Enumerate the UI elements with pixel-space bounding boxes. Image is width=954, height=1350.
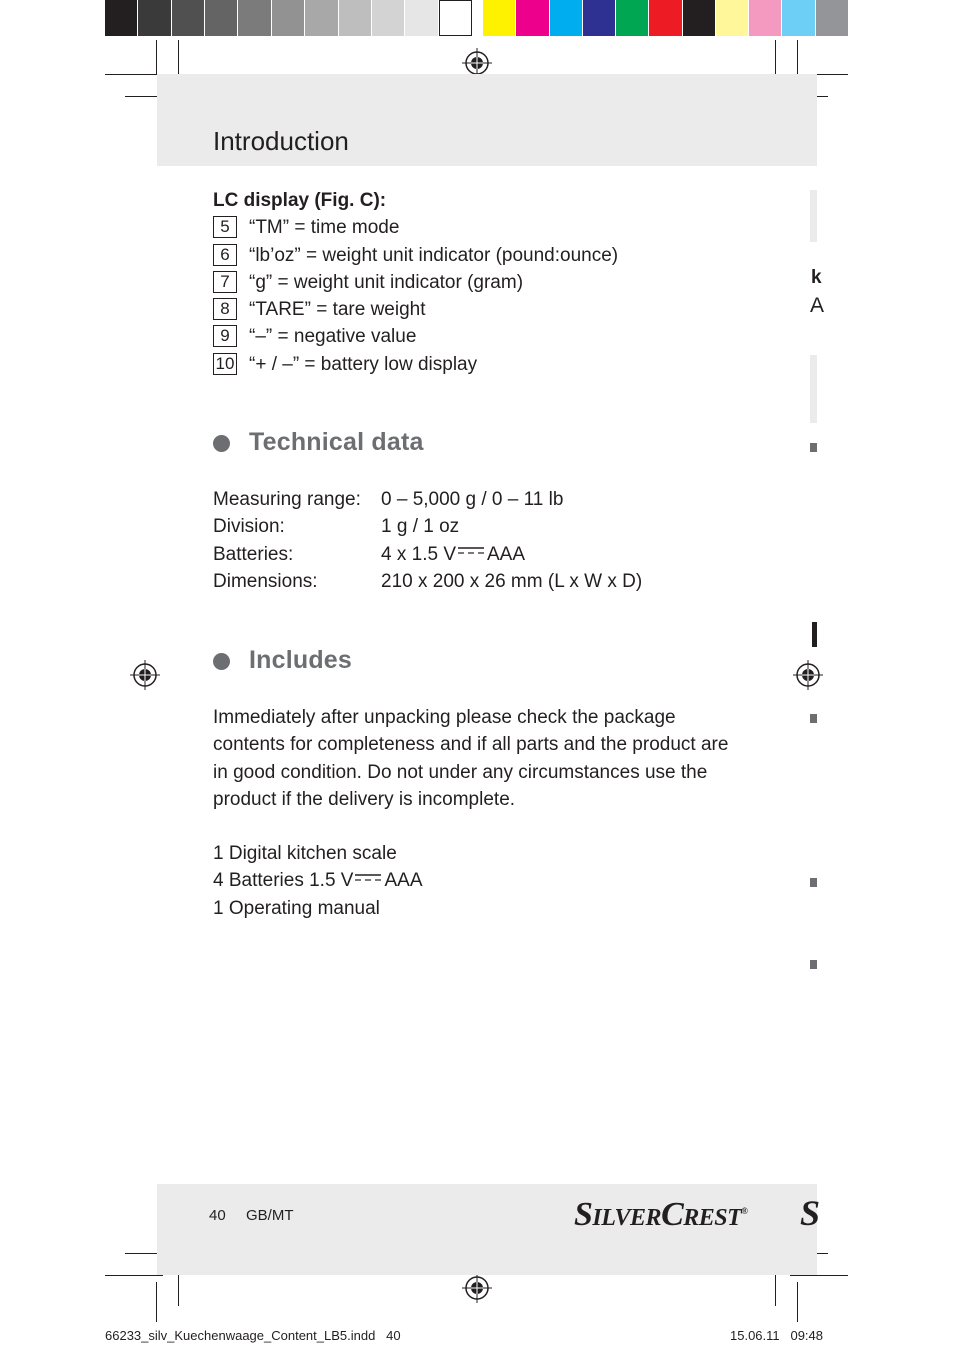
color-swatch [782, 0, 815, 36]
crop-mark [156, 1282, 157, 1322]
right-page-bullet [810, 878, 817, 887]
registration-mark-icon [462, 1273, 492, 1303]
lc-display-item [213, 323, 773, 350]
color-swatch [550, 0, 583, 36]
color-swatch [305, 0, 338, 36]
right-page-fragment [812, 622, 817, 647]
crop-mark [105, 1275, 163, 1276]
legend-number-box: 8 [213, 298, 237, 320]
crop-mark [775, 1270, 776, 1306]
legend-text: “TM” = time mode [249, 217, 400, 239]
spec-row [213, 568, 773, 595]
spec-label: Division: [213, 516, 285, 538]
includes-paragraph: Immediately after unpacking please check the package contents for completeness and if all parts and the product are in good condition. Do not under any circumstances use the product if the delivery is incomplete. [213, 707, 729, 810]
list-item-text: 4 Batteries 1.5 V [213, 870, 354, 892]
spec-value: 1 g / 1 oz [381, 516, 460, 538]
page-title: Introduction [213, 126, 349, 156]
color-swatch [583, 0, 616, 36]
color-swatch [272, 0, 305, 36]
crop-mark [797, 1282, 798, 1322]
right-page-fragment [810, 190, 817, 242]
lc-display-item [213, 269, 773, 296]
spec-value-text: 4 x 1.5 V [381, 543, 456, 565]
lc-display-item [213, 296, 773, 323]
includes-heading: Includes [249, 646, 353, 674]
legend-number-box: 5 [213, 216, 237, 238]
includes-list [213, 840, 753, 922]
spec-row [213, 486, 773, 513]
list-item: 1 Operating manual [213, 897, 380, 919]
page-number: 40 [209, 1207, 226, 1224]
spec-value: 210 x 200 x 26 mm (L x W x D) [381, 570, 643, 592]
spec-value [381, 541, 525, 568]
color-swatch [172, 0, 205, 36]
spec-label: Dimensions: [213, 570, 318, 592]
spec-value: 0 – 5,000 g / 0 – 11 lb [381, 489, 564, 510]
right-page-bullet [810, 714, 817, 723]
color-swatch [138, 0, 171, 36]
color-swatch [339, 0, 372, 36]
color-swatch [816, 0, 849, 36]
brand-logo-text: S [574, 1196, 593, 1233]
spec-value-text: AAA [487, 543, 526, 565]
slug-filename: 66233_silv_Kuechenwaage_Content_LB5.indd 40 [105, 1328, 401, 1343]
color-swatch [483, 0, 516, 36]
color-swatch [683, 0, 716, 36]
technical-data-table [213, 486, 773, 595]
legend-number-box: 6 [213, 244, 237, 266]
legend-text: “+ / –” = battery low display [249, 353, 478, 375]
registration-mark-icon [793, 660, 823, 690]
direct-current-symbol-icon [458, 546, 484, 555]
brand-logo-text: C [661, 1196, 684, 1233]
spec-label: Batteries: [213, 543, 294, 565]
slug-date-time: 15.06.11 09:48 [730, 1328, 824, 1343]
registered-mark: ® [741, 1206, 748, 1216]
color-swatch [405, 0, 438, 36]
legend-text: “TARE” = tare weight [249, 299, 426, 321]
color-swatch [238, 0, 271, 36]
technical-data-heading: Technical data [249, 428, 424, 456]
legend-number-box: 9 [213, 325, 237, 347]
lc-display-list [213, 214, 773, 378]
color-swatch [372, 0, 405, 36]
crop-mark [156, 40, 157, 74]
locale-label: GB/MT [246, 1207, 294, 1224]
color-swatch [616, 0, 649, 36]
crop-mark [178, 1270, 179, 1306]
color-swatch [716, 0, 749, 36]
color-swatch [516, 0, 549, 36]
registration-mark-icon [130, 660, 160, 690]
list-item-text: AAA [384, 870, 423, 892]
bullet-icon [213, 435, 230, 452]
spec-row [213, 541, 773, 568]
right-page-fragment [810, 355, 817, 423]
lc-display-item [213, 351, 773, 378]
legend-text: “–” = negative value [249, 326, 417, 348]
color-swatch [649, 0, 682, 36]
crop-mark [105, 74, 163, 75]
color-swatch [105, 0, 138, 36]
bullet-icon [213, 653, 230, 670]
color-swatch [749, 0, 782, 36]
right-page-letter: k [811, 267, 822, 288]
direct-current-symbol-icon [355, 873, 381, 882]
crop-mark [797, 40, 798, 74]
lc-display-label: LC display (Fig. C): [213, 190, 387, 211]
brand-logo [574, 1196, 748, 1234]
right-page-bullet [810, 960, 817, 969]
legend-number-box: 7 [213, 271, 237, 293]
color-calibration-bar [105, 0, 849, 36]
lc-display-item [213, 242, 773, 269]
lc-display-item [213, 214, 773, 241]
lc-display-section [213, 187, 773, 378]
right-page-letter: A [810, 294, 825, 317]
brand-logo-text: ILVER [592, 1205, 662, 1231]
next-page-brand-fragment: S [800, 1193, 821, 1233]
list-item: 1 Digital kitchen scale [213, 843, 397, 864]
spec-row [213, 513, 773, 540]
crop-mark [790, 1275, 848, 1276]
color-swatch [439, 0, 472, 36]
spec-label: Measuring range: [213, 489, 361, 510]
right-page-bullet [810, 443, 817, 452]
list-item [213, 867, 753, 894]
legend-number-box: 10 [213, 353, 237, 375]
color-swatch [205, 0, 238, 36]
legend-text: “lb’oz” = weight unit indicator (pound:ounce) [249, 244, 619, 266]
brand-logo-text: REST [683, 1205, 742, 1231]
legend-text: “g” = weight unit indicator (gram) [249, 271, 524, 293]
